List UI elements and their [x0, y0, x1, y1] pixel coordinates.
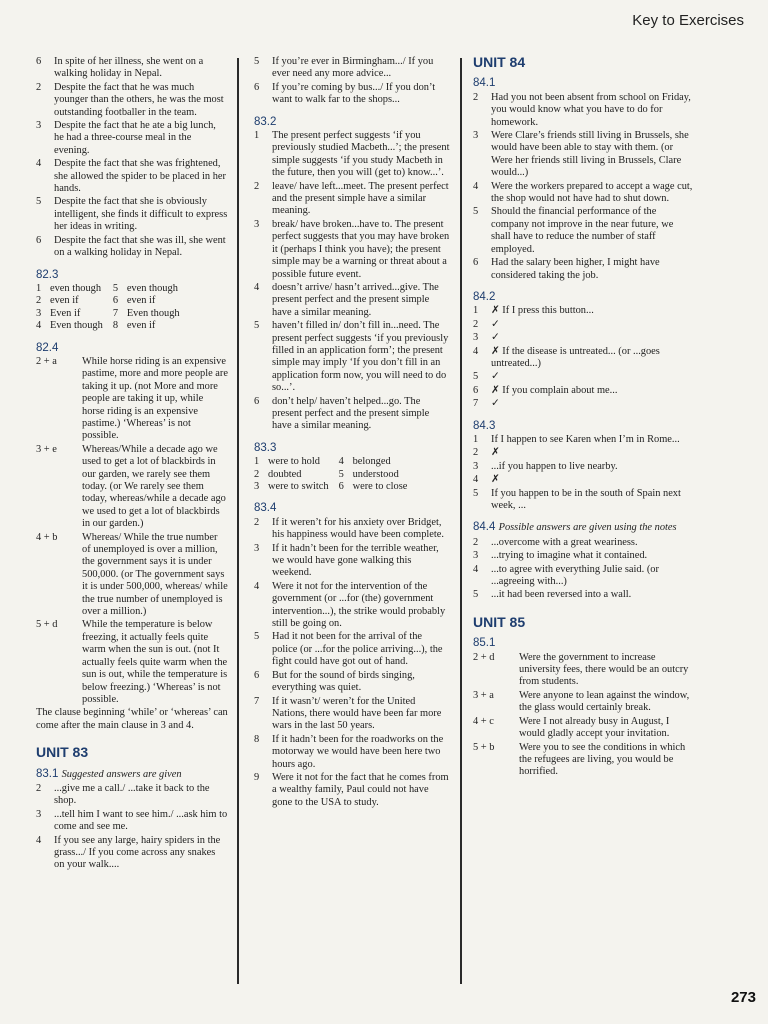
item-text: ✗ If the disease is untreated... (or ...goes untreated...): [491, 345, 660, 369]
list-item: [254, 581, 450, 631]
note-82-4: The clause beginning ‘while’ or ‘whereas’ can come after the main clause in 3 and 4.: [36, 707, 228, 731]
item-text: Were it not for the intervention of the government (or ...for (the) government intervention...), the strike would probably still be going on.: [272, 580, 446, 630]
item-number: 1: [36, 282, 42, 294]
item-text: Despite the fact that she was ill, she went on a walking holiday in Nepal.: [54, 234, 226, 259]
list-item: [36, 356, 228, 443]
list-item: [254, 282, 450, 319]
item-text: ...it had been reversed into a wall.: [491, 589, 632, 601]
list-item: [36, 158, 228, 195]
list-item: [254, 734, 450, 771]
list-item: [473, 742, 693, 779]
list-item: [254, 219, 450, 281]
section-82-4-heading: 82.4: [36, 341, 59, 354]
list-item: [36, 809, 228, 834]
table-row: [36, 308, 190, 320]
item-number: 2: [473, 447, 479, 459]
list-83-1: [36, 783, 228, 872]
table-row: [36, 283, 190, 295]
item-text: Whereas/ While the true number of unemployed is over a million, the government says it is under 500,000. (or The government says it is under 500,000, whereas/ while the true number of unemployed is over a million.): [82, 531, 228, 618]
item-number: 6: [112, 295, 119, 307]
table-row: [36, 320, 190, 332]
item-number: 3: [36, 808, 42, 820]
item-text: Were it not for the fact that he comes from a wealthy family, Paul could not have gone to the USA to study.: [272, 771, 449, 808]
list-item: [254, 772, 450, 809]
item-number: 4: [473, 563, 479, 575]
item-text: Had the salary been higher, I might have considered taking the job.: [491, 257, 660, 281]
list-item: [473, 537, 693, 549]
item-text: belonged: [352, 456, 391, 468]
section-83-4-heading: 83.4: [254, 502, 277, 515]
item-number: 7: [254, 695, 260, 707]
table-row: [254, 456, 417, 468]
list-83-4: [254, 517, 450, 809]
item-number: 4: [36, 320, 42, 332]
item-text: ...trying to imagine what it contained.: [491, 550, 648, 562]
item-number: 4: [36, 158, 42, 170]
list-item: [473, 690, 693, 715]
item-text: ✗: [491, 447, 500, 459]
list-item: [473, 652, 693, 689]
list-item: [36, 783, 228, 808]
item-text: ✗ If I press this button...: [491, 305, 594, 317]
list-item: [36, 196, 228, 233]
table-82-3: [36, 283, 190, 333]
item-number: 1: [254, 130, 260, 142]
item-text: While the temperature is below freezing, it actually feels quite warm when the sun is out. (not It actually feels quite warm when the sun is out, while the temperature is below freezing.) ‘Whereas’ is not possible.: [82, 619, 228, 705]
item-number: 3: [36, 307, 42, 319]
item-number: 4: [473, 474, 479, 486]
list-item: [36, 619, 228, 706]
section-84-4-heading: [473, 521, 693, 534]
item-number: 3: [254, 542, 260, 554]
list-item: [473, 398, 693, 410]
item-text: If you’re coming by bus.../ If you don’t want to walk far to the shops...: [272, 81, 436, 106]
item-number: 2: [473, 91, 479, 103]
item-number: 3 + e: [36, 443, 57, 455]
item-number: 2 + d: [473, 651, 495, 663]
item-text: If it hadn’t been for the roadworks on the motorway we would have been here two hours ago.: [272, 733, 444, 770]
list-item: [254, 396, 450, 433]
item-number: 3: [254, 218, 260, 230]
list-item: [473, 716, 693, 741]
item-number: 5: [254, 631, 260, 643]
section-83-1-number: 83.1: [36, 767, 59, 780]
item-number: 6: [36, 56, 42, 67]
item-text: ✓: [491, 332, 500, 344]
list-item: [473, 550, 693, 562]
item-text: Should the financial performance of the company not improve in the near future, we shall have to reduce the number of staff employed.: [491, 206, 674, 255]
item-text: Despite the fact that he ate a big lunch, he had a three-course meal in the evening.: [54, 120, 216, 156]
item-text: While horse riding is an expensive pastime, more and more people are taking it up. (not More and more people are taking it up, while horse riding is an expensive pastime.) ‘Whereas’ is not possible.: [82, 355, 228, 442]
item-text: understood: [352, 468, 399, 480]
item-number: 2: [473, 318, 479, 330]
item-number: 6: [36, 234, 42, 246]
item-text: Despite the fact that he was much younger than the others, he was the most outstanding footballer in the team.: [54, 81, 224, 118]
item-text: Had you not been absent from school on Friday, you would know what you have to do for homework.: [491, 91, 691, 128]
item-text: Whereas/While a decade ago we used to get a lot of blackbirds in our garden, we rarely see them today. (or We rarely see them today, whereas/while a decade ago we used to get a lot of blackbirds in our garden.): [82, 443, 226, 530]
item-text: doesn’t arrive/ hasn’t arrived...give. The present perfect and the present simple have a similar meaning.: [272, 281, 439, 318]
item-number: 4: [254, 281, 260, 293]
list-83-2: [254, 130, 450, 433]
item-number: 3: [473, 460, 479, 472]
item-text: ✓: [491, 398, 500, 410]
item-text: ✓: [491, 371, 500, 383]
unit-83-heading: UNIT 83: [36, 744, 89, 761]
item-number: 4 + b: [36, 531, 58, 543]
item-text: Were Clare’s friends still living in Brussels, she would have been able to stay with them. (or Were her friends still living in Brussels, Clare would...): [491, 130, 689, 179]
item-number: 3: [473, 332, 479, 344]
item-text: even if: [126, 295, 156, 307]
list-item: [473, 564, 693, 589]
item-number: 6: [473, 384, 479, 396]
item-number: 7: [112, 307, 119, 319]
item-text: even if: [50, 295, 79, 307]
list-item: [473, 589, 693, 601]
list-item: [473, 206, 693, 256]
list-item: [473, 385, 693, 397]
item-text: don’t help/ haven’t helped...go. The present perfect and the present simple have a similar meaning.: [272, 395, 430, 432]
list-item: [36, 532, 228, 619]
column-divider-right: [460, 58, 462, 984]
table-row: [254, 481, 417, 493]
column-divider-left: [237, 58, 239, 984]
item-text: Even if: [50, 307, 81, 319]
section-84-1-heading: 84.1: [473, 77, 496, 90]
item-number: 5: [473, 371, 479, 383]
section-83-2-heading: 83.2: [254, 115, 277, 128]
list-item: [473, 319, 693, 331]
section-83-1-heading: [36, 768, 228, 781]
page-number: 273: [730, 989, 756, 1006]
item-number: 2 + a: [36, 355, 57, 367]
item-number: 5: [473, 487, 479, 499]
list-item: [473, 371, 693, 383]
item-text: were to switch: [268, 481, 329, 492]
list-item: [254, 82, 450, 107]
unit-84-heading: UNIT 84: [473, 54, 526, 70]
list-item: [473, 332, 693, 344]
item-text: ...tell him I want to see him./ ...ask him to come and see me.: [54, 808, 228, 833]
item-number: 2: [36, 295, 42, 307]
section-84-2-heading: 84.2: [473, 290, 496, 303]
section-84-4-note: Possible answers are given using the notes: [498, 522, 677, 534]
item-text: ...overcome with a great weariness.: [491, 536, 638, 548]
item-number: 5 + d: [36, 619, 58, 631]
item-text: Despite the fact that she is obviously intelligent, she finds it difficult to express her ideas in writing.: [54, 196, 228, 233]
table-83-3: [254, 456, 417, 493]
item-text: Were the workers prepared to accept a wage cut, the shop would not have had to shut down.: [491, 180, 693, 205]
list-item: [254, 517, 450, 542]
item-number: 5: [254, 56, 260, 67]
item-text: leave/ have left...meet. The present perfect and the present simple have a similar meaning.: [272, 180, 449, 217]
section-83-1-note: Suggested answers are given: [61, 768, 182, 780]
list-item: [254, 696, 450, 733]
item-text: If it hadn’t been for the terrible weather, we would have gone walking this weekend.: [272, 542, 439, 579]
list-item: [254, 631, 450, 668]
item-number: 2: [473, 536, 479, 548]
item-text: If you happen to be in the south of Spain next week, ...: [491, 487, 681, 511]
item-text: If it wasn’t/ weren’t for the United Nations, there would have been far more wars in the last 50 years.: [272, 695, 442, 732]
item-number: 2: [36, 81, 42, 93]
list-item: [473, 461, 693, 473]
list-item: [36, 235, 228, 260]
list-item: [473, 305, 693, 317]
item-text: ...to agree with everything Julie said. (or ...agreeing with...): [491, 563, 659, 588]
list-84-2: [473, 305, 693, 410]
item-number: 2: [254, 468, 260, 480]
column-2: [254, 56, 450, 810]
item-number: 6: [254, 395, 260, 407]
item-text: Even though: [50, 320, 103, 332]
list-item: [254, 320, 450, 394]
item-text: The present perfect suggests ‘if you previously studied Macbeth...’; the present simple suggests ‘if you study Macbeth in the future, then you will (get to) know...’.: [272, 130, 450, 179]
list-item: [254, 56, 450, 81]
item-number: 5 + b: [473, 741, 495, 753]
table-row: [254, 469, 417, 481]
item-number: 8: [112, 320, 119, 332]
column-1: [36, 56, 228, 873]
item-text: If it weren’t for his anxiety over Bridget, his happiness would have been complete.: [272, 516, 444, 541]
item-number: 3: [473, 550, 479, 562]
item-text: ...give me a call./ ...take it back to the shop.: [54, 782, 210, 807]
item-text: even if: [126, 320, 156, 332]
list-item: [473, 130, 693, 180]
item-number: 3 + a: [473, 689, 494, 701]
list-item: [473, 92, 693, 129]
item-text: were to close: [352, 481, 408, 492]
item-number: 3: [36, 120, 42, 132]
table-row: [36, 295, 190, 307]
item-text: If you see any large, hairy spiders in the grass.../ If you come across any snakes on your walk....: [54, 834, 221, 871]
item-number: 8: [254, 733, 260, 745]
item-text: ✗: [491, 474, 500, 486]
item-number: 2: [254, 180, 260, 192]
item-number: 4: [473, 180, 479, 192]
item-number: 1: [473, 433, 479, 445]
item-text: Even though: [126, 307, 180, 319]
item-text: break/ have broken...have to. The present perfect suggests that you may have broken it (perhaps I think you have); the present simple may be a warning or threat about a possible future event.: [272, 218, 450, 280]
item-number: 5: [254, 320, 260, 332]
list-84-1: [473, 92, 693, 282]
item-text: Were you to see the conditions in which the refugees are living, you would be horrified.: [519, 741, 686, 778]
item-text: even though: [126, 282, 178, 294]
item-number: 1: [254, 456, 260, 468]
item-number: 6: [254, 81, 260, 93]
list-item: [473, 474, 693, 486]
list-item: [36, 835, 228, 872]
unit-85-heading: UNIT 85: [473, 613, 526, 630]
list-82-2-continued: [36, 56, 228, 260]
item-number: 6: [473, 257, 479, 269]
list-85-1: [473, 652, 693, 779]
list-item: [36, 120, 228, 157]
list-83-1-continued: [254, 56, 450, 107]
section-84-4-number: 84.4: [473, 521, 496, 534]
item-number: 5: [338, 468, 344, 480]
item-text: But for the sound of birds singing, everything was quiet.: [272, 669, 415, 694]
item-text: If I happen to see Karen when I’m in Rome...: [491, 433, 680, 445]
item-number: 6: [338, 481, 344, 492]
item-number: 2: [36, 782, 42, 794]
item-number: 3: [473, 130, 479, 142]
section-84-3-heading: 84.3: [473, 419, 496, 432]
list-item: [36, 82, 228, 119]
item-text: In spite of her illness, she went on a walking holiday in Nepal.: [54, 56, 204, 80]
item-number: 4: [338, 456, 344, 468]
item-number: 4: [473, 345, 479, 357]
item-text: doubted: [268, 468, 302, 480]
item-number: 5: [473, 589, 479, 601]
item-number: 4: [254, 580, 260, 592]
item-number: 7: [473, 398, 479, 410]
list-item: [473, 346, 693, 371]
list-item: [473, 181, 693, 206]
item-text: were to hold: [268, 456, 320, 468]
item-text: Despite the fact that she was frightened, she allowed the spider to be placed in her hands.: [54, 158, 226, 195]
list-item: [254, 670, 450, 695]
list-item: [254, 543, 450, 580]
item-text: Were the government to increase university fees, there would be an outcry from students.: [519, 651, 689, 688]
list-item: [254, 181, 450, 218]
item-text: If you’re ever in Birmingham.../ If you ever need any more advice...: [272, 56, 434, 80]
item-text: haven’t filled in/ don’t fill in...need. The present perfect suggests ‘if you previously filled in an application form’; the present simple may imply ‘If you don’t fill in an application form now, you will need to do so...’.: [272, 320, 449, 394]
item-text: ✓: [491, 318, 500, 330]
section-82-3-heading: 82.3: [36, 268, 59, 281]
running-header: Key to Exercises: [632, 12, 744, 29]
list-item: [473, 447, 693, 459]
list-item: [473, 257, 693, 282]
item-text: even though: [50, 282, 102, 294]
item-number: 9: [254, 771, 260, 783]
item-number: 2: [254, 516, 260, 528]
list-item: [473, 434, 693, 446]
item-number: 3: [254, 481, 260, 492]
item-number: 6: [254, 669, 260, 681]
list-84-3: [473, 434, 693, 512]
section-83-3-heading: 83.3: [254, 441, 277, 454]
list-item: [254, 130, 450, 180]
list-84-4: [473, 537, 693, 602]
item-number: 4 + c: [473, 715, 494, 727]
item-number: 4: [36, 834, 42, 846]
item-text: ...if you happen to live nearby.: [491, 460, 618, 472]
list-item: [473, 488, 693, 513]
item-text: Were anyone to lean against the window, the glass would certainly break.: [519, 689, 690, 714]
item-text: ✗ If you complain about me...: [491, 384, 618, 396]
list-82-4: [36, 356, 228, 706]
item-number: 5: [473, 206, 479, 218]
item-number: 5: [112, 282, 119, 294]
item-text: Were I not already busy in August, I would gladly accept your invitation.: [519, 715, 670, 740]
item-number: 1: [473, 305, 479, 317]
list-item: [36, 444, 228, 531]
column-3: [473, 56, 693, 780]
item-number: 5: [36, 196, 42, 208]
list-item: [36, 56, 228, 81]
section-85-1-heading: 85.1: [473, 637, 496, 650]
item-text: Had it not been for the arrival of the police (or ...for the police arriving...), the fight could have got out of hand.: [272, 631, 443, 668]
